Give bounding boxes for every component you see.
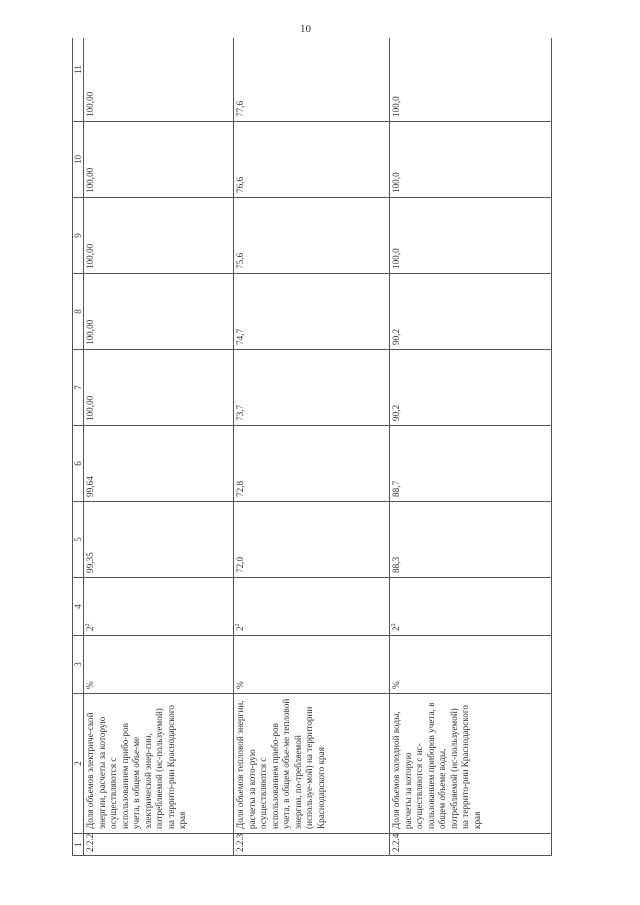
base-superscript: 2	[234, 623, 241, 627]
header-cell: 9	[73, 198, 84, 274]
header-cell: 3	[73, 636, 84, 694]
row-value: 90,2	[390, 350, 552, 426]
base-value: 2	[235, 626, 245, 631]
row-value: 100,00	[84, 274, 234, 350]
base-value: 2	[391, 626, 401, 631]
rotated-table-container	[72, 38, 552, 856]
row-unit: %	[390, 636, 552, 694]
table-row	[234, 38, 390, 856]
row-value: 77,6	[234, 38, 390, 122]
header-cell: 4	[73, 578, 84, 636]
row-base	[234, 578, 390, 636]
row-value: 90,2	[390, 274, 552, 350]
header-cell: 11	[73, 38, 84, 122]
row-value: 100,00	[84, 198, 234, 274]
row-value: 100,00	[84, 350, 234, 426]
row-base	[390, 578, 552, 636]
row-value: 76,6	[234, 122, 390, 198]
row-code: 2.2.2	[84, 834, 234, 856]
row-unit: %	[234, 636, 390, 694]
row-value: 100,0	[390, 38, 552, 122]
base-superscript: 2	[84, 623, 91, 627]
header-cell: 1	[73, 834, 84, 856]
row-description: Доля объемов холодной воды, расчеты за которую осуществляются с ис-пользованием приборов учета, в общем объеме воды, потребляемой (ис-пользуемой) на террито-рии Краснодарского края	[390, 694, 552, 834]
row-value: 99,35	[84, 502, 234, 578]
base-superscript: 2	[390, 623, 397, 627]
table-row	[390, 38, 552, 856]
row-value: 72,0	[234, 502, 390, 578]
row-unit: %	[84, 636, 234, 694]
row-value: 73,7	[234, 350, 390, 426]
base-value: 2	[85, 626, 95, 631]
indicator-table	[72, 38, 552, 856]
row-value: 100,0	[390, 198, 552, 274]
header-cell: 10	[73, 122, 84, 198]
row-code: 2.2.3	[234, 834, 390, 856]
header-cell: 5	[73, 502, 84, 578]
row-value: 74,7	[234, 274, 390, 350]
row-code: 2.2.4	[390, 834, 552, 856]
row-value: 100,00	[84, 38, 234, 122]
row-value: 100,0	[390, 122, 552, 198]
row-description: Доля объемов электриче-ской энергии, расчеты за которую осуществляются с использованием прибо-ров учета, в общем объе-ме электрической энер-гии, потребляемой (ис-пользуемой) на террито-рии Краснодарского края	[84, 694, 234, 834]
table-row	[84, 38, 234, 856]
table-header-row	[73, 38, 84, 856]
row-value: 99,64	[84, 426, 234, 502]
page-number: 10	[300, 23, 311, 35]
row-value: 100,00	[84, 122, 234, 198]
header-cell: 7	[73, 350, 84, 426]
header-cell: 2	[73, 694, 84, 834]
row-base	[84, 578, 234, 636]
row-value: 72,8	[234, 426, 390, 502]
row-value: 88,3	[390, 502, 552, 578]
row-value: 88,7	[390, 426, 552, 502]
header-cell: 8	[73, 274, 84, 350]
header-cell: 6	[73, 426, 84, 502]
row-value: 75,6	[234, 198, 390, 274]
row-description: Доля объемов тепловой энергии, расчеты за кото-рую осуществляются с использованием прибо-ров учета, в общем объе-ме тепловой энергии, по-требляемой (используе-мой) на территории Краснодарского края	[234, 694, 390, 834]
